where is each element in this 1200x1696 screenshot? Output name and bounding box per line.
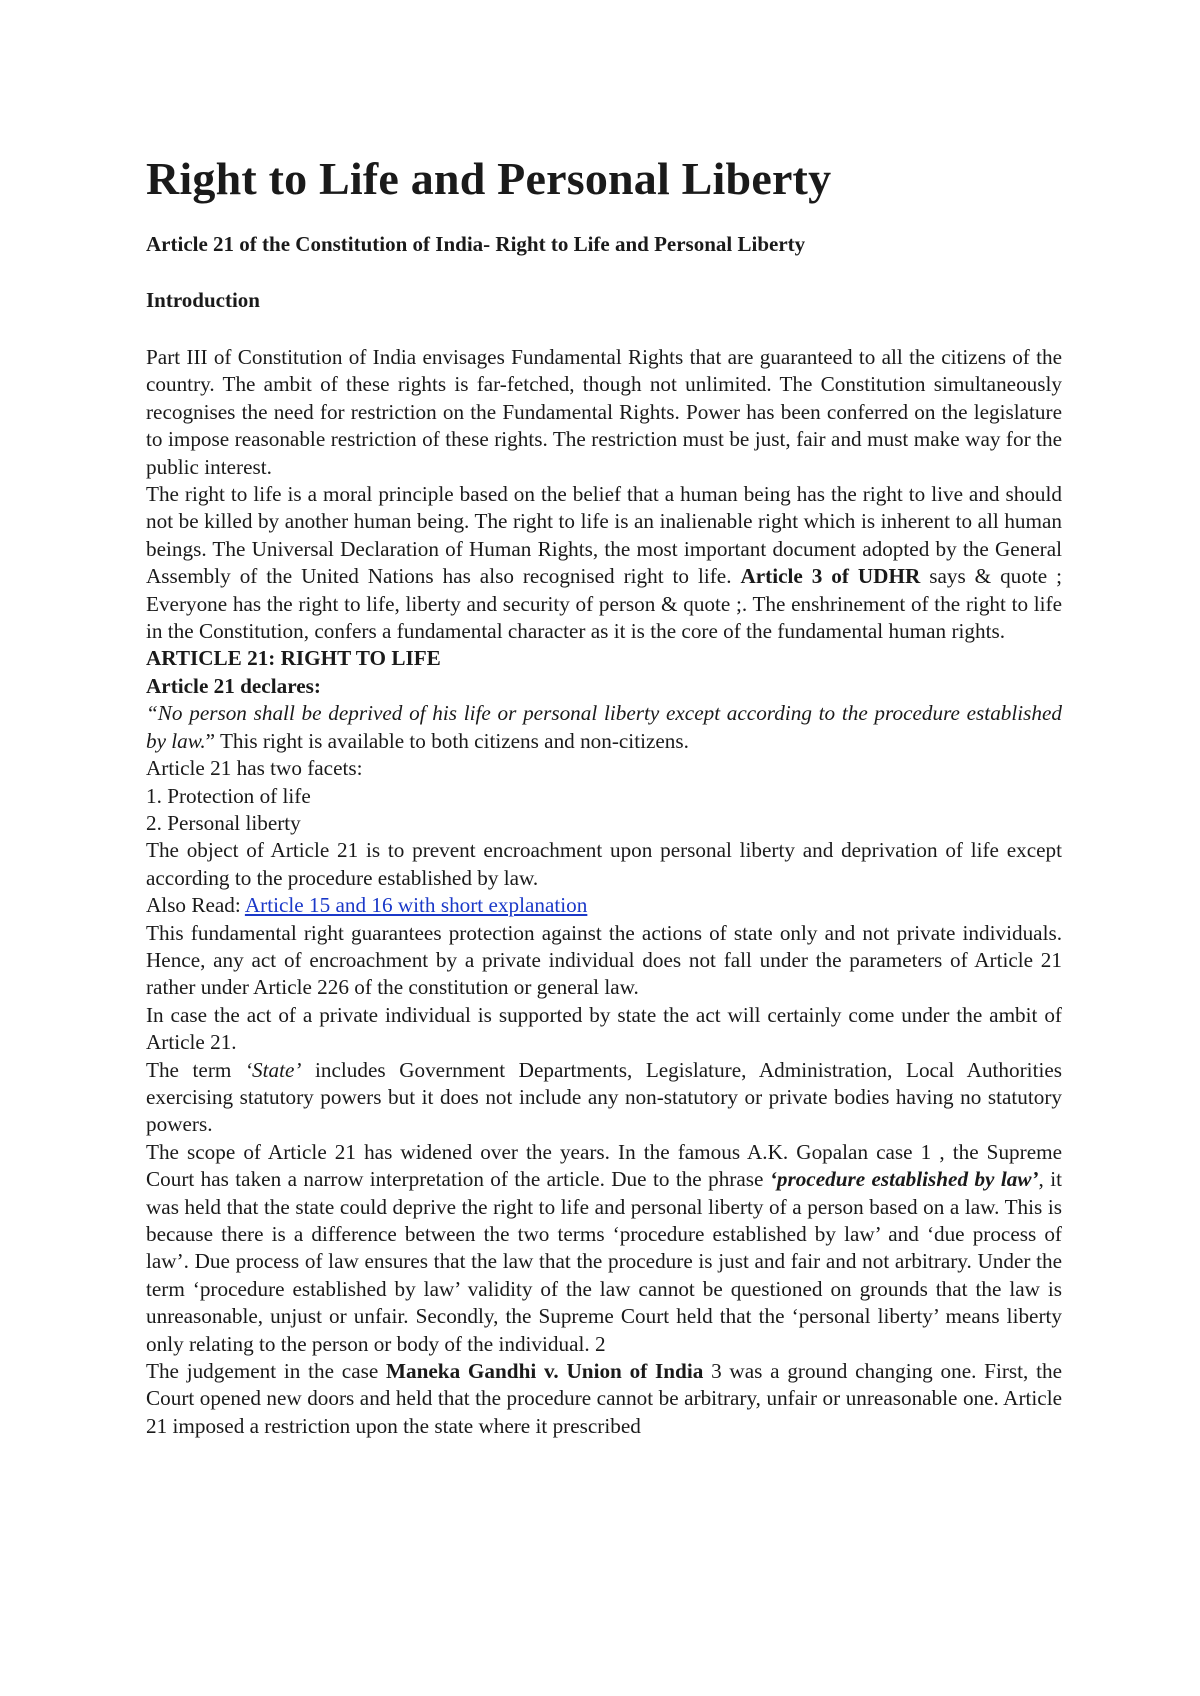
paragraph-state-definition <box>146 1057 1062 1139</box>
article-21-heading: ARTICLE 21: RIGHT TO LIFE <box>146 646 441 671</box>
paragraph-text: , it was held that the state could deprive the right to life and personal liberty of a person based on a law. This is because there is a difference between the two terms ‘procedure established by law’ and ‘due process of law’. Due process of law ensures that the law that the procedure is just and fair and not arbitrary. Under the term ‘procedure established by law’ validity of the law cannot be questioned on grounds that the law is unreasonable, unjust or unfair. Secondly, the Supreme Court held that the ‘personal liberty’ means liberty only relating to the person or body of the individual. 2 <box>146 1167 1062 1356</box>
paragraph-right-to-life <box>146 481 1062 645</box>
paragraph-part-iii: Part III of Constitution of India envisages Fundamental Rights that are guaranteed to all the citizens of the country. The ambit of these rights is far-fetched, though not unlimited. The Constitution simultaneously recognises the need for restriction on the Fundamental Rights. Power has been conferred on the legislature to impose reasonable restriction of these rights. The restriction must be just, fair and must make way for the public interest. <box>146 345 1062 479</box>
paragraph-text: The term <box>146 1057 245 1082</box>
paragraph-text: The right to life is a moral principle based on the belief that a human being has the right to live and should not be killed by another human being. The right to life is an inalienable right which is inherent to all human beings. The Universal Declaration of Human Rights, the most important document adopted by the General Assembly of the United Nations has also recognised right to life. <box>146 482 1062 589</box>
document-title: Right to Life and Personal Liberty <box>146 153 832 204</box>
also-read-link[interactable]: Article 15 and 16 with short explanation <box>244 893 588 918</box>
paragraph-private-individual: In case the act of a private individual is supported by state the act will certainly come under the ambit of Article 21. <box>146 1002 1062 1055</box>
document-subtitle: Article 21 of the Constitution of India- Right to Life and Personal Liberty <box>146 232 806 256</box>
also-read-label: Also Read: <box>146 893 245 918</box>
paragraph-text: The judgement in the case <box>146 1359 387 1384</box>
paragraph-text: says & quote ; Everyone has the right to life, liberty and security of person & quote ;. The enshrinement of the right to life in the Constitution, confers a fundamental character as it is the core of the fundamental human rights. <box>146 564 1062 644</box>
udhr-article-reference: Article 3 of UDHR <box>740 564 921 589</box>
facet-item: 1. Protection of life <box>146 783 311 808</box>
quote-followup: ” This right is available to both citizens and non-citizens. <box>205 728 689 753</box>
article-21-declares-label: Article 21 declares: <box>146 673 321 698</box>
document-body <box>146 344 1062 1440</box>
paragraph-text: includes Government Departments, Legislature, Administration, Local Authorities exercising statutory powers but it does not include any non-statutory or private bodies having no statutory powers. <box>146 1057 1062 1137</box>
paragraph-fundamental-right: This fundamental right guarantees protection against the actions of state only and not private individuals. Hence, any act of encroachment by a private individual does not fall under the parameters of Article 21 rather under Article 226 of the constitution or general law. <box>146 920 1062 1000</box>
article-21-quote <box>146 700 1062 755</box>
paragraph-scope <box>146 1139 1062 1358</box>
paragraph-text: The scope of Article 21 has widened over the years. In the famous A.K. Gopalan case 1 , the Supreme Court has taken a narrow interpretation of the article. Due to the phrase <box>146 1139 1062 1192</box>
introduction-heading: Introduction <box>146 288 260 312</box>
procedure-phrase: ‘procedure established by law’ <box>769 1167 1039 1192</box>
paragraph-object: The object of Article 21 is to prevent encroachment upon personal liberty and deprivation of life except according to the procedure established by law. <box>146 838 1062 890</box>
state-term: ‘State’ <box>244 1057 302 1082</box>
also-read <box>146 892 1062 919</box>
facets-intro: Article 21 has two facets: <box>146 756 363 781</box>
quote-text: “No person shall be deprived of his life or personal liberty except according to the procedure established by law. <box>146 701 1062 753</box>
case-name: Maneka Gandhi v. Union of India <box>386 1359 704 1384</box>
paragraph-maneka-gandhi <box>146 1358 1062 1440</box>
paragraph-text: 3 was a ground changing one. First, the Court opened new doors and held that the procedure cannot be arbitrary, unfair or unreasonable one. Article 21 imposed a restriction upon the state where it prescribed <box>146 1359 1062 1438</box>
facet-item: 2. Personal liberty <box>146 810 301 835</box>
